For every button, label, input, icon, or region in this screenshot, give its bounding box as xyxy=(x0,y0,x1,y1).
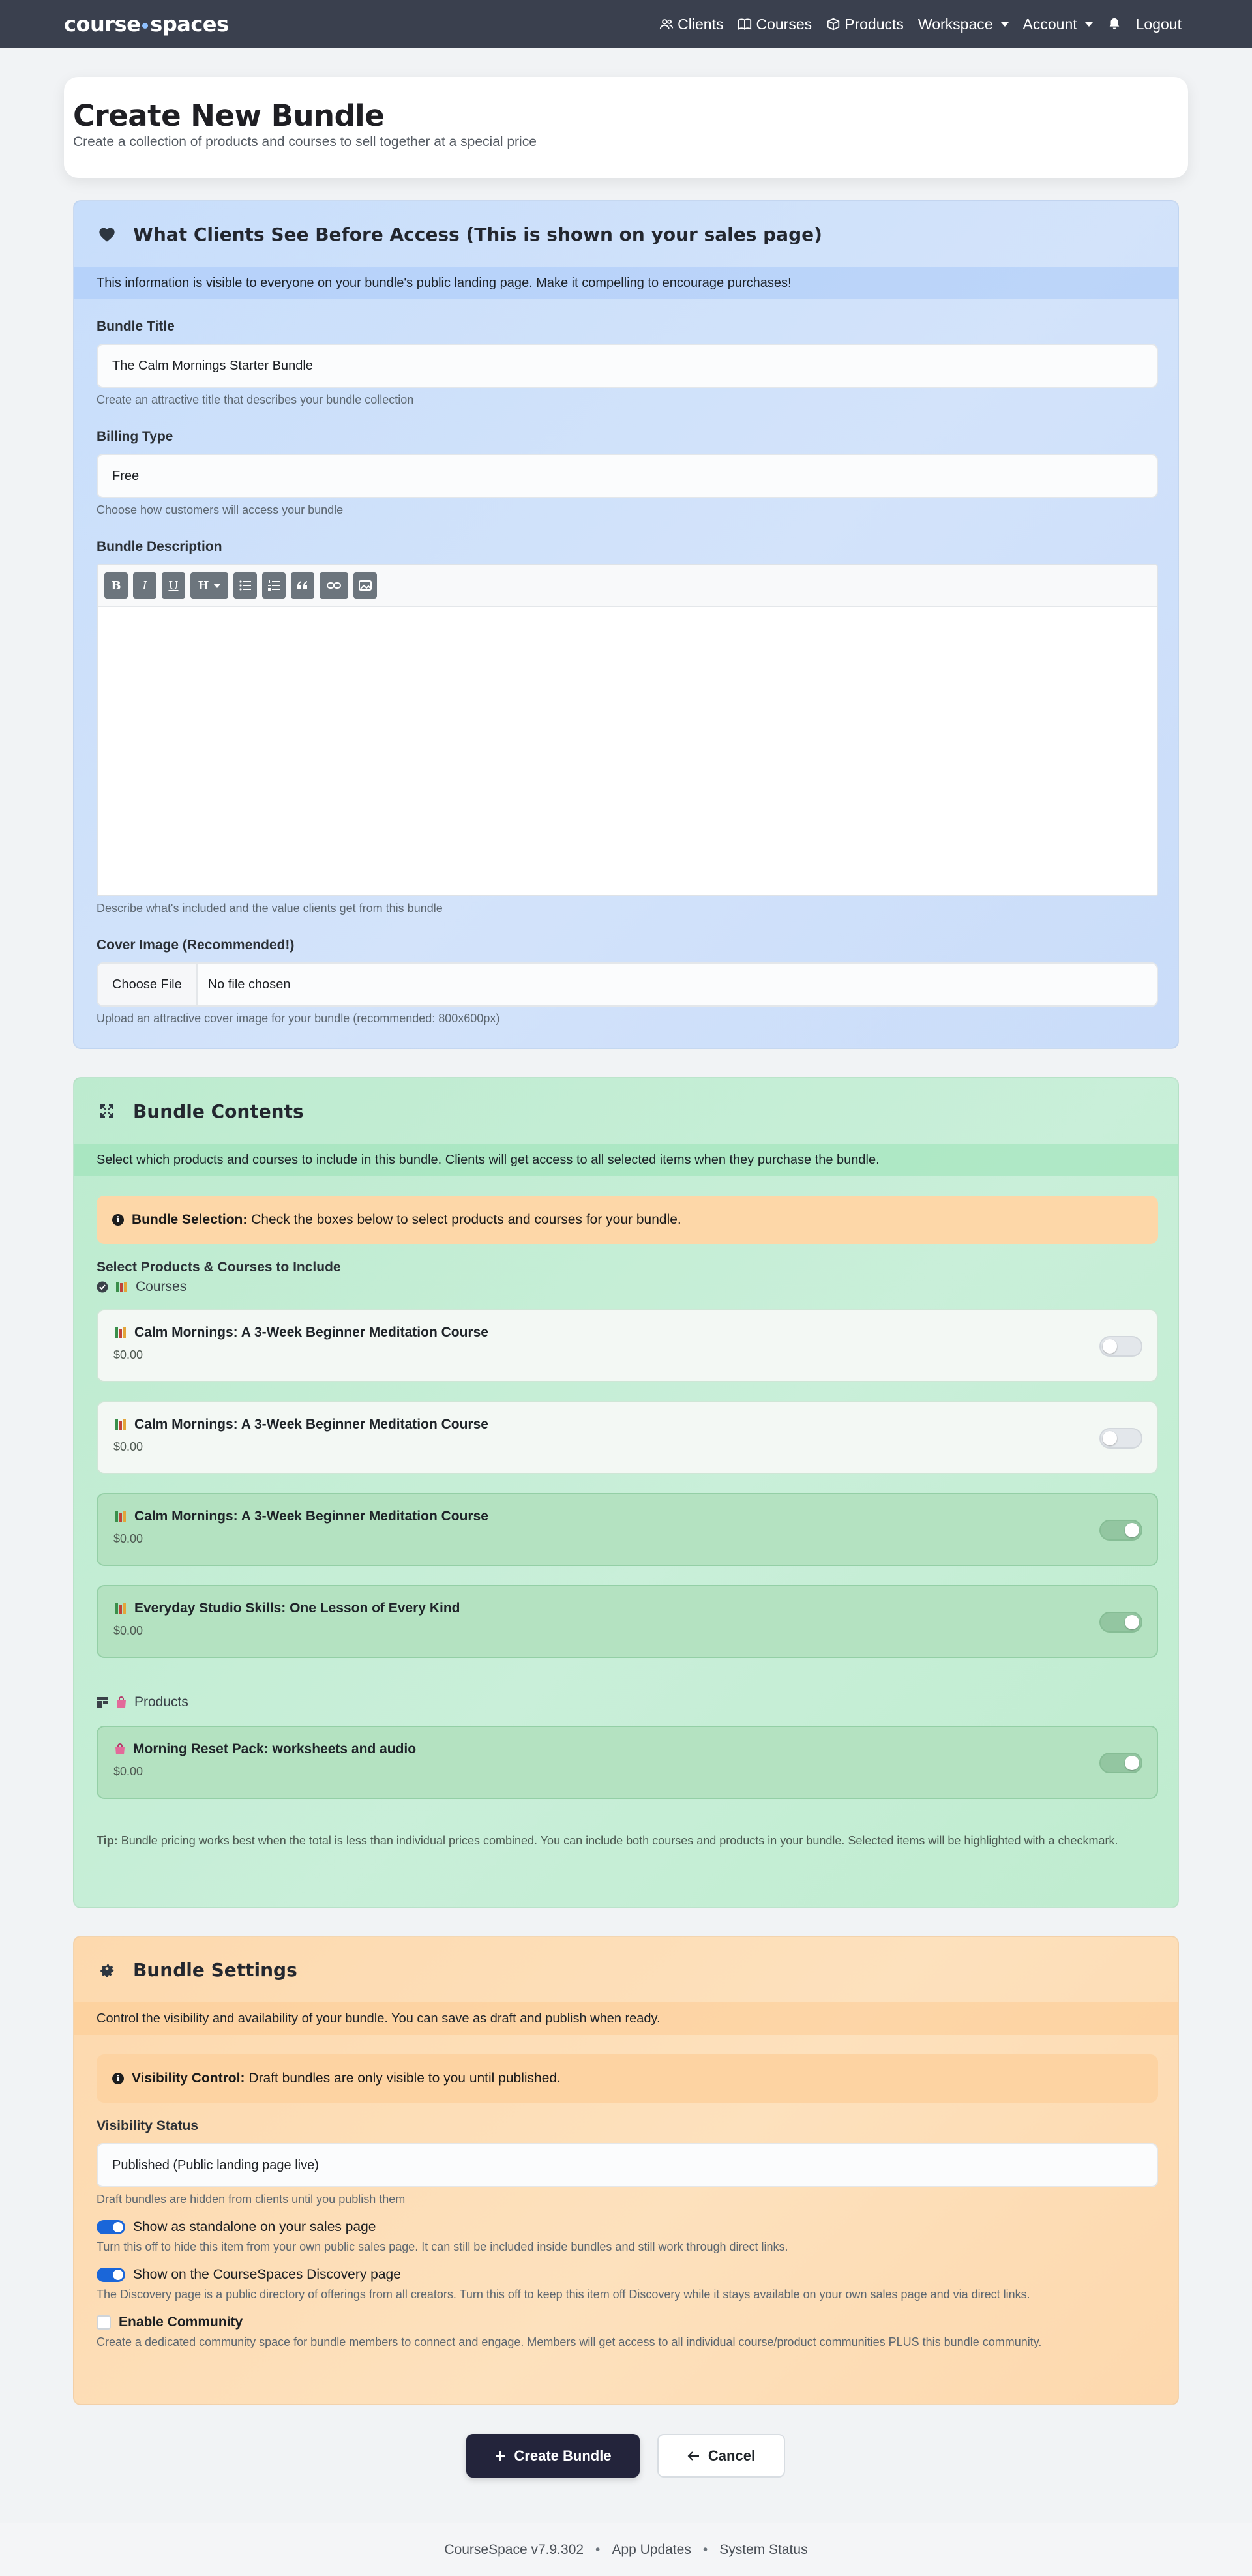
community-checkbox[interactable] xyxy=(97,2315,111,2330)
course-item[interactable] xyxy=(97,1309,1158,1382)
bundle-selection-alert xyxy=(97,1196,1158,1244)
product-title: Morning Reset Pack: worksheets and audio xyxy=(133,1741,417,1756)
brand-part-1: course xyxy=(64,12,141,37)
item-title xyxy=(113,1325,1141,1340)
caret-down-icon xyxy=(1085,22,1093,27)
footer-separator: • xyxy=(595,2541,601,2557)
nav-clients[interactable] xyxy=(659,16,723,33)
system-status-link[interactable]: System Status xyxy=(719,2541,808,2557)
shopping-bag-icon xyxy=(113,1743,127,1756)
alert-text: Check the boxes below to select products and courses for your bundle. xyxy=(251,1212,681,1227)
course-toggle[interactable] xyxy=(1099,1428,1142,1449)
file-name: No file chosen xyxy=(207,977,291,992)
standalone-label: Show as standalone on your sales page xyxy=(133,2219,376,2234)
books-icon xyxy=(113,1602,128,1615)
billing-type-select[interactable]: Free xyxy=(97,454,1158,498)
nav-products-label: Products xyxy=(844,15,904,33)
course-price: $0.00 xyxy=(113,1440,143,1453)
bell-icon xyxy=(1107,17,1122,31)
bundle-title-input[interactable]: The Calm Mornings Starter Bundle xyxy=(97,344,1158,388)
toggle-knob xyxy=(1125,1756,1139,1770)
section-header xyxy=(74,1937,1178,2002)
caret-down-icon xyxy=(213,584,221,588)
bold-button[interactable]: B xyxy=(104,572,128,599)
item-title xyxy=(113,1601,1141,1616)
bullet-list-icon xyxy=(239,580,252,591)
section-note: This information is visible to everyone on your bundle's public landing page. Make it compelling to encourage purchases! xyxy=(74,267,1178,299)
book-icon xyxy=(738,17,752,31)
page-header xyxy=(64,77,1188,178)
visibility-status-help: Draft bundles are hidden from clients until you publish them xyxy=(97,2193,406,2206)
course-price: $0.00 xyxy=(113,1532,143,1545)
create-bundle-button[interactable] xyxy=(466,2434,640,2478)
italic-button[interactable]: I xyxy=(133,572,156,599)
description-help: Describe what's included and the value clients get from this bundle xyxy=(97,902,443,915)
courses-subheader xyxy=(97,1279,1155,1295)
image-icon xyxy=(359,580,372,591)
product-price: $0.00 xyxy=(113,1765,143,1778)
course-title: Everyday Studio Skills: One Lesson of Every Kind xyxy=(134,1601,460,1616)
section-note: Control the visibility and availability of your bundle. You can save as draft and publish when ready. xyxy=(74,2002,1178,2035)
billing-type-label: Billing Type xyxy=(97,429,173,444)
course-toggle[interactable] xyxy=(1099,1612,1142,1633)
visibility-status-label: Visibility Status xyxy=(97,2118,198,2133)
notifications-button[interactable] xyxy=(1107,17,1122,31)
nav-logout-label: Logout xyxy=(1135,15,1182,33)
shopping-bag-icon xyxy=(115,1696,128,1709)
products-subheader xyxy=(97,1695,1155,1710)
bundle-contents-section xyxy=(73,1077,1179,1908)
tip-strong: Tip: xyxy=(97,1834,118,1847)
caret-down-icon xyxy=(1001,22,1009,27)
create-bundle-label: Create Bundle xyxy=(514,2447,612,2464)
description-editor[interactable] xyxy=(97,564,1158,896)
section-title: Bundle Contents xyxy=(133,1100,304,1122)
brand-dot xyxy=(142,23,148,29)
grid-icon xyxy=(97,1696,108,1708)
app-updates-link[interactable]: App Updates xyxy=(612,2541,691,2557)
select-items-label: Select Products & Courses to Include xyxy=(97,1260,341,1275)
nav-logout[interactable] xyxy=(1136,16,1182,33)
discovery-row xyxy=(97,2267,1155,2283)
alert-text: Draft bundles are only visible to you until published. xyxy=(248,2071,561,2086)
gear-icon xyxy=(97,1959,117,1980)
item-title xyxy=(113,1417,1141,1432)
nav-workspace-dropdown[interactable] xyxy=(918,16,1009,33)
bundle-title-help: Create an attractive title that describes your bundle collection xyxy=(97,393,414,406)
nav-courses[interactable] xyxy=(738,16,812,33)
users-icon xyxy=(659,17,674,31)
products-list xyxy=(97,1726,1155,1799)
community-help: Create a dedicated community space for bundle members to connect and engage. Members will get access to all individual course/product communities PLUS this bundle community. xyxy=(97,2335,1042,2348)
standalone-row xyxy=(97,2219,1155,2235)
nav-products[interactable] xyxy=(826,16,904,33)
info-icon: i xyxy=(112,1214,124,1226)
cancel-button[interactable] xyxy=(657,2434,785,2478)
course-item[interactable] xyxy=(97,1493,1158,1566)
item-title xyxy=(113,1741,1141,1757)
tip-text: Bundle pricing works best when the total is less than individual prices combined. You can include both courses and products in your bundle. Selected items will be highlighted with a checkmark. xyxy=(121,1834,1118,1847)
products-label: Products xyxy=(134,1695,188,1710)
heading-dropdown[interactable] xyxy=(190,572,228,599)
toggle-knob xyxy=(1103,1431,1117,1445)
heart-icon xyxy=(97,224,117,244)
choose-file-button[interactable]: Choose File xyxy=(98,964,198,1005)
footer-separator: • xyxy=(702,2541,708,2557)
course-toggle[interactable] xyxy=(1099,1336,1142,1357)
section-note: Select which products and courses to include in this bundle. Clients will get access to all selected items when they purchase the bundle. xyxy=(74,1144,1178,1176)
course-toggle[interactable] xyxy=(1099,1520,1142,1541)
discovery-label: Show on the CourseSpaces Discovery page xyxy=(133,2267,401,2282)
standalone-help: Turn this off to hide this item from your own public sales page. It can still be included inside bundles and still work through direct links. xyxy=(97,2240,788,2253)
course-item[interactable] xyxy=(97,1585,1158,1658)
toggle-knob xyxy=(1125,1523,1139,1537)
plus-icon xyxy=(494,2450,506,2462)
books-icon xyxy=(113,1326,128,1339)
heading-label: H xyxy=(198,578,209,593)
cover-image-help: Upload an attractive cover image for your bundle (recommended: 800x600px) xyxy=(97,1012,500,1025)
brand-logo[interactable] xyxy=(64,12,229,37)
books-icon xyxy=(113,1510,128,1523)
image-button[interactable] xyxy=(353,572,377,599)
standalone-switch[interactable] xyxy=(97,2220,125,2234)
section-title: Bundle Settings xyxy=(133,1959,297,1981)
alert-strong: Visibility Control: xyxy=(132,2071,245,2086)
cancel-label: Cancel xyxy=(708,2447,756,2464)
visibility-status-select[interactable]: Published (Public landing page live) xyxy=(97,2143,1158,2187)
course-title: Calm Mornings: A 3-Week Beginner Meditation Course xyxy=(134,1417,488,1432)
course-title: Calm Mornings: A 3-Week Beginner Meditation Course xyxy=(134,1509,488,1524)
discovery-switch[interactable] xyxy=(97,2268,125,2282)
box-icon xyxy=(826,17,841,31)
editor-toolbar xyxy=(98,565,1157,607)
check-circle-icon xyxy=(97,1281,108,1293)
numbered-list-icon xyxy=(267,580,280,591)
bundle-title-label: Bundle Title xyxy=(97,319,175,334)
underline-button[interactable]: U xyxy=(162,572,185,599)
toggle-knob xyxy=(1125,1615,1139,1629)
courses-label: Courses xyxy=(136,1279,187,1294)
discovery-help: The Discovery page is a public directory of offerings from all creators. Turn this off to keep this item off Discovery while it stays available on your own sales page and via direct links. xyxy=(97,2288,1030,2301)
course-title: Calm Mornings: A 3-Week Beginner Meditation Course xyxy=(134,1325,488,1340)
info-icon: i xyxy=(112,2073,124,2084)
courses-list xyxy=(97,1309,1155,1658)
quote-button[interactable] xyxy=(291,572,314,599)
books-icon xyxy=(113,1418,128,1431)
course-price: $0.00 xyxy=(113,1348,143,1361)
page-footer xyxy=(0,2523,1252,2576)
cover-image-file-input[interactable] xyxy=(97,962,1158,1007)
nav-clients-label: Clients xyxy=(678,15,724,33)
bundle-settings-section xyxy=(73,1936,1179,2405)
version-text: CourseSpace v7.9.302 xyxy=(444,2541,584,2557)
top-navbar xyxy=(0,0,1252,48)
community-row xyxy=(97,2315,1155,2330)
community-label: Enable Community xyxy=(119,2315,243,2330)
product-item[interactable] xyxy=(97,1726,1158,1799)
nav-account-dropdown[interactable] xyxy=(1023,16,1093,33)
alert-strong: Bundle Selection: xyxy=(132,1212,248,1227)
billing-type-help: Choose how customers will access your bundle xyxy=(97,503,344,516)
product-toggle[interactable] xyxy=(1099,1753,1142,1773)
cover-image-label: Cover Image (Recommended!) xyxy=(97,938,295,953)
bundle-description-label: Bundle Description xyxy=(97,539,222,554)
numbered-list-button[interactable] xyxy=(262,572,286,599)
quote-icon xyxy=(297,580,308,591)
link-icon xyxy=(327,581,341,590)
section-header xyxy=(74,1078,1178,1144)
books-icon xyxy=(115,1281,129,1294)
nav-account-label: Account xyxy=(1022,15,1077,33)
brand-part-2: spaces xyxy=(150,12,229,37)
arrow-left-icon xyxy=(687,2451,700,2461)
expand-icon xyxy=(97,1101,117,1121)
page-title: Create New Bundle xyxy=(73,98,385,133)
nav-workspace-label: Workspace xyxy=(917,15,993,33)
course-item[interactable] xyxy=(97,1401,1158,1474)
sales-page-info-section xyxy=(73,200,1179,1049)
nav-courses-label: Courses xyxy=(756,15,812,33)
course-price: $0.00 xyxy=(113,1624,143,1637)
pricing-tip xyxy=(97,1831,1155,1850)
visibility-alert xyxy=(97,2054,1158,2103)
item-title xyxy=(113,1509,1141,1524)
bullet-list-button[interactable] xyxy=(233,572,257,599)
toggle-knob xyxy=(1103,1339,1117,1354)
link-button[interactable] xyxy=(320,572,348,599)
section-header xyxy=(74,201,1178,267)
section-title: What Clients See Before Access (This is shown on your sales page) xyxy=(133,223,822,245)
page-subtitle: Create a collection of products and courses to sell together at a special price xyxy=(73,134,537,149)
